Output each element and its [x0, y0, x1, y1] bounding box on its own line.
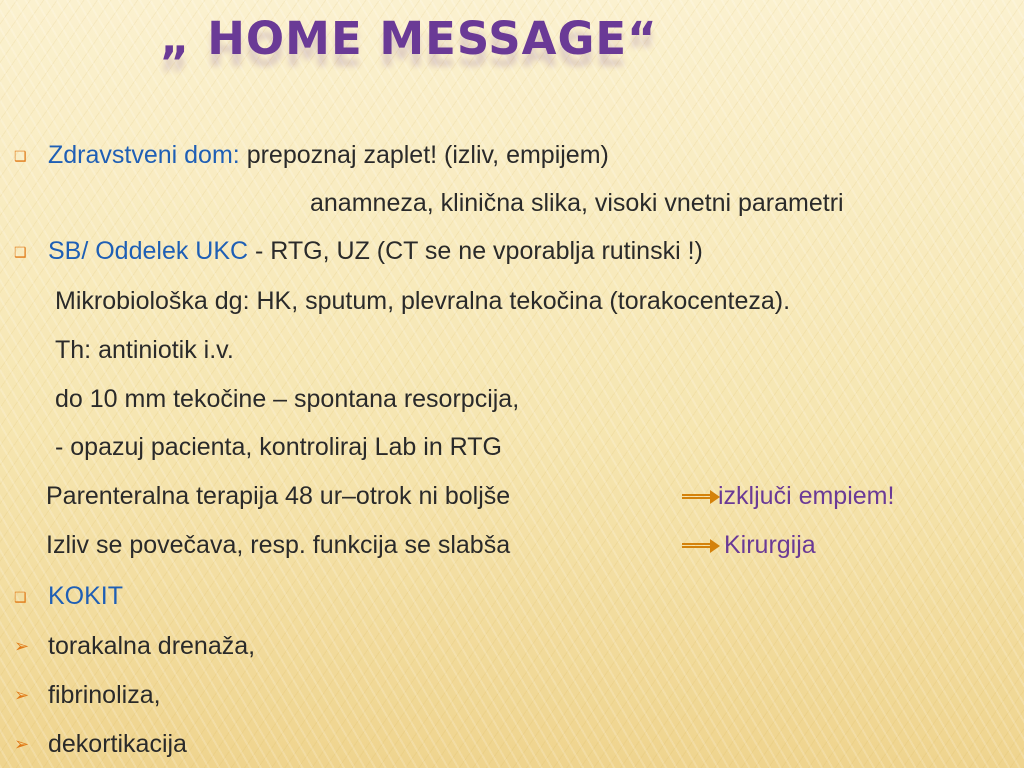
text-line: Th: antiniotik i.v. [55, 336, 234, 364]
text-line: anamneza, klinična slika, visoki vnetni parametri [310, 189, 844, 217]
square-bullet-icon: ❑ [14, 148, 27, 164]
heading-sb-oddelek: SB/ Oddelek UKC [48, 237, 249, 265]
list-item: fibrinoliza, [48, 681, 161, 709]
text-line: do 10 mm tekočine – spontana resorpcija, [55, 385, 520, 413]
text-line: Mikrobiološka dg: HK, sputum, plevralna tekočina (torakocenteza). [55, 287, 791, 315]
result-kirurgija: Kirurgija [724, 531, 816, 559]
arrow-bullet-icon: ➢ [14, 636, 30, 656]
text-parenteralna: Parenteralna terapija 48 ur–otrok ni boljše [46, 482, 511, 510]
right-arrow-icon [682, 541, 722, 551]
text-izliv: Izliv se povečava, resp. funkcija se slabša [46, 531, 511, 559]
bullet-line-sb-oddelek [48, 230, 703, 272]
right-arrow-icon [682, 492, 722, 502]
bullet-line-zdravstveni-dom [48, 134, 609, 176]
text-sb-oddelek: - RTG, UZ (CT se ne vporablja rutinski !) [248, 237, 703, 265]
heading-kokit: KOKIT [48, 582, 124, 610]
square-bullet-icon: ❑ [14, 244, 27, 260]
text-line-parenteralna [46, 475, 510, 517]
heading-zdravstveni-dom: Zdravstveni dom: [48, 141, 240, 169]
arrow-bullet-icon: ➢ [14, 685, 30, 705]
square-bullet-icon: ❑ [14, 589, 27, 605]
text-line: - opazuj pacienta, kontroliraj Lab in RTG [55, 433, 502, 461]
text-line-izliv [46, 524, 510, 566]
list-item: dekortikacija [48, 730, 187, 758]
result-izkljuci-empiem: izključi empiem! [718, 482, 895, 510]
arrow-bullet-icon: ➢ [14, 734, 30, 754]
slide-title: „ HOME MESSAGE“ [160, 12, 658, 65]
list-item: torakalna drenaža, [48, 632, 256, 660]
text-zdravstveni-dom: prepoznaj zaplet! (izliv, empijem) [239, 141, 609, 169]
